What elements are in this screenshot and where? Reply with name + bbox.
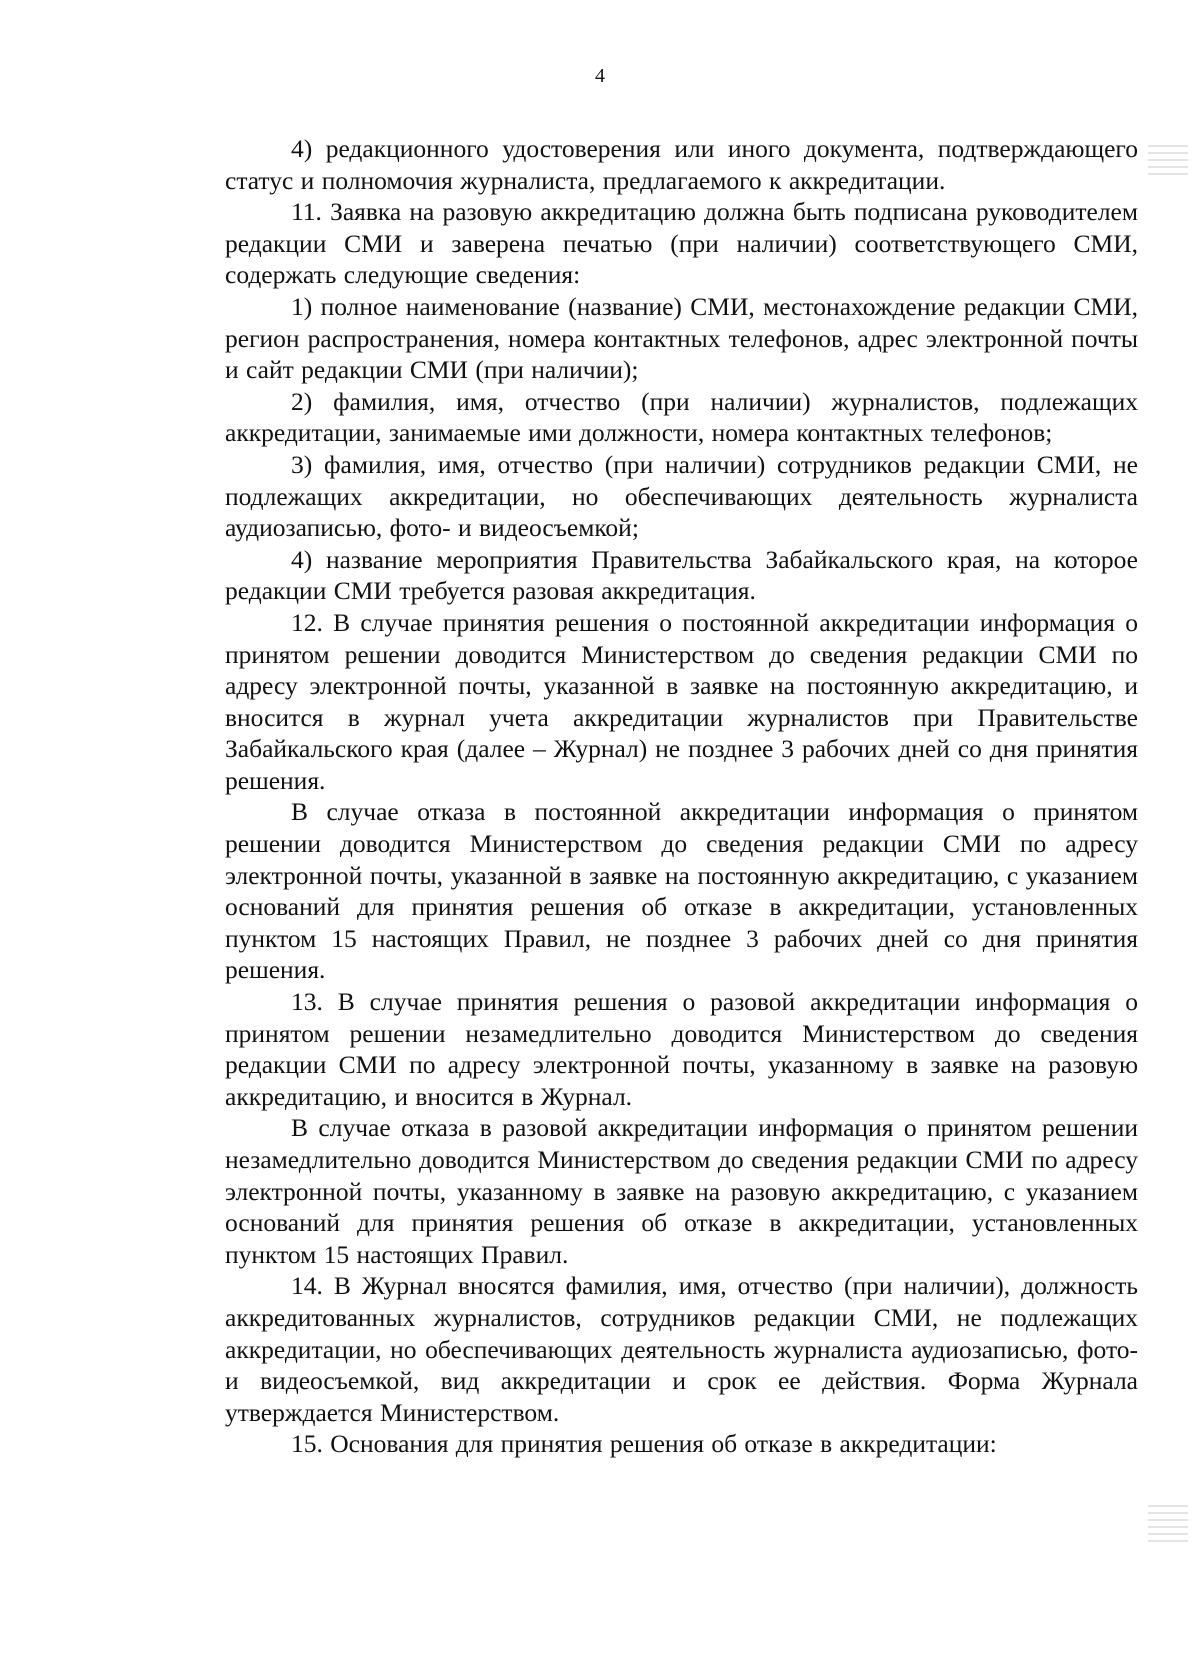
paragraph-clause-12: 12. В случае принятия решения о постоянной аккредитации информация о принятом решении доводится Министерством до сведения редакции СМИ по адресу электронной почты, указанной в заявке на постоянную аккредитацию, и вносится в журнал учета аккредитации журналистов при Правительстве Забайкальского края (далее – Журнал) не позднее 3 рабочих дней со дня принятия решения. bbox=[225, 607, 1138, 795]
document-body bbox=[225, 133, 1138, 1460]
scan-artifact-bottom bbox=[1148, 1500, 1188, 1590]
paragraph-clause-13: 13. В случае принятия решения о разовой аккредитации информация о принятом решении незамедлительно доводится Министерством до сведения редакции СМИ по адресу электронной почты, указанному в заявке на разовую аккредитацию, и вносится в Журнал. bbox=[225, 987, 1138, 1111]
paragraph-clause-13-refusal: В случае отказа в разовой аккредитации информация о принятом решении незамедлительно доводится Министерством до сведения редакции СМИ по адресу электронной почты, указанному в заявке на разовую аккредитацию, с указанием оснований для принятия решения об отказе в аккредитации, установленных пунктом 15 настоящих Правил. bbox=[225, 1113, 1138, 1269]
paragraph-item-4-certificate: 4) редакционного удостоверения или иного документа, подтверждающего статус и полномочия журналиста, предлагаемого к аккредитации. bbox=[225, 134, 1138, 195]
paragraph-clause-11-item-4: 4) название мероприятия Правительства Забайкальского края, на которое редакции СМИ требуется разовая аккредитация. bbox=[225, 544, 1138, 606]
paragraph-clause-12-refusal: В случае отказа в постоянной аккредитации информация о принятом решении доводится Министерством до сведения редакции СМИ по адресу электронной почты, указанной в заявке на постоянную аккредитацию, с указанием оснований для принятия решения об отказе в аккредитации, установленных пунктом 15 настоящих Правил, не позднее 3 рабочих дней со дня принятия решения. bbox=[225, 797, 1138, 985]
page-number: 4 bbox=[595, 65, 605, 87]
paragraph-clause-15: 15. Основания для принятия решения об отказе в аккредитации: bbox=[291, 1429, 997, 1459]
paragraph-clause-11: 11. Заявка на разовую аккредитацию должна быть подписана руководителем редакции СМИ и заверена печатью (при наличии) соответствующего СМИ, содержать следующие сведения: bbox=[225, 197, 1138, 290]
paragraph-clause-11-item-2: 2) фамилия, имя, отчество (при наличии) журналистов, подлежащих аккредитации, занимаемые ими должности, номера контактных телефонов; bbox=[225, 386, 1138, 448]
paragraph-clause-11-item-1: 1) полное наименование (название) СМИ, местонахождение редакции СМИ, регион распространения, номера контактных телефонов, адрес электронной почты и сайт редакции СМИ (при наличии); bbox=[225, 291, 1138, 385]
paragraph-clause-14: 14. В Журнал вносятся фамилия, имя, отчество (при наличии), должность аккредитованных журналистов, сотрудников редакции СМИ, не подлежащих аккредитации, но обеспечивающих деятельность журналиста аудиозаписью, фото- и видеосъемкой, вид аккредитации и срок ее действия. Форма Журнала утверждается Министерством. bbox=[225, 1271, 1138, 1427]
paragraph-clause-11-item-3: 3) фамилия, имя, отчество (при наличии) сотрудников редакции СМИ, не подлежащих аккредитации, но обеспечивающих деятельность журналиста аудиозаписью, фото- и видеосъемкой; bbox=[225, 449, 1138, 543]
scan-artifact-top bbox=[1148, 140, 1188, 210]
